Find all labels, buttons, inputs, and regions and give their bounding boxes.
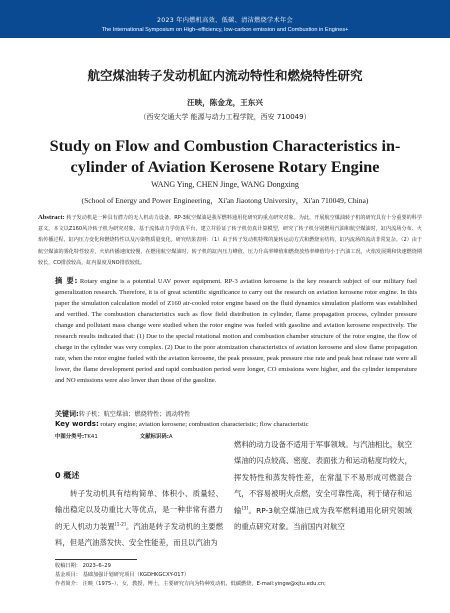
body-right-text-2: 。RP-3航空煤油已成为我军燃料通用化研究领域的重点研究对象。当前国内对航空 [234, 505, 412, 532]
authors-cn: 汪映，陈金龙，王东兴 [187, 98, 263, 107]
footnote-divider [55, 559, 137, 560]
abstract-en [55, 275, 417, 386]
paper-title-en: Study on Flow and Combustion Characteristics in-cylinder of Aviation Kerosene Rotary Engine [49, 137, 401, 176]
doc-code-value: A [168, 434, 173, 440]
keywords-cn [55, 409, 417, 419]
citation-ref: [3] [241, 506, 249, 512]
abstract-cn-text: 转子发动机是一种具有潜力的无人机动力设备，RP-3航空煤油是我军燃料通用化研究的重点研究对象。为此，开展航空煤油转子机的研究具有十分重要的科学意义。本文以Z160风冷转子机为研究对象，基于流体动力学仿真平台，建立并验证了转子机仿真计算模型，研究了转子机分别燃用汽油和航空煤油时，缸内流场分布、火焰传播过程、缸内压力变化和燃烧特性以及污染物质量变化。研究结果表明：（1）由于转子发动机特殊的旋转运动方式和燃烧室结构，缸内流场的流动非常复杂。（2）由于航空煤油的雾化特性较差，火焰传播速度较慢，在燃用航空煤油时，转子机的缸内压力峰值、压力升高率峰值和燃烧放热率峰值均小于汽油工况，火焰发展期和快速燃烧期较长，CO排放较高，缸内温度及NO排放较低。 [38, 215, 422, 266]
keywords-en [55, 420, 417, 428]
footnote-author-bio: 作者简介： 汪映（1975–），女，教授，博士，主要研究方向为特种发动机、低碳燃烧，E-mail:yingw@xjtu.edu.cn; [55, 581, 326, 587]
clc-value: TK41 [84, 434, 98, 440]
authors-en: WANG Ying, CHEN Jinge, WANG Dongxing [151, 180, 299, 189]
footnote-received-date: 收稿日期： 2023–6–29 [55, 563, 111, 569]
keywords-en-text: rotary engine; aviation kerosene; combustion characteristic; flow characteristic [100, 421, 309, 428]
doc-code-label: 文献标识码: [139, 434, 169, 440]
conference-header-banner [0, 0, 450, 38]
conference-title-cn: 2023 年内燃机高效、低碳、清洁燃烧学术年会 [157, 17, 293, 24]
keywords-cn-text: 转子机；航空煤油；燃烧特性；流动特性 [78, 411, 191, 418]
abstract-en-label: 摘 要: [55, 276, 78, 285]
footnote-funding: 基金项目： 基础加强计划研究项目（KGDHKGCXY-017） [55, 572, 190, 578]
section-heading-overview: 0 概述 [55, 471, 80, 480]
body-left-text: 转子发动机具有结构简单、体积小、质量轻、输出稳定以及功重比大等优点，是一种非常有潜力的无人机动力装置 [55, 489, 223, 531]
citation-ref: [1-2] [114, 522, 126, 528]
abstract-cn-label: Abstract: [38, 214, 65, 221]
classification-info [55, 432, 173, 440]
keywords-en-label: Key words: [55, 420, 99, 428]
keywords-cn-label: 关键词: [55, 410, 79, 418]
conference-title-en: The International Symposium on High–efficiency, low-carbon emission and Combustion in Engines+ [101, 27, 349, 33]
body-column-left [55, 486, 223, 552]
affiliation-en: (School of Energy and Power Engineering，Xi'an Jiaotong University，Xi'an 710049, China) [81, 196, 369, 205]
body-left-text-2: 。汽油是转子发动机的主要燃料，但是汽油蒸发快、安全性能差，而且以汽油为 [55, 521, 223, 548]
body-column-right [234, 437, 412, 535]
abstract-cn [38, 212, 422, 269]
body-right-text: 燃料的动力设备不适用于军事领域。与汽油相比，航空煤油的闪点较高、密度、表面张力和运动粘度均较大，挥发特性和蒸发特性差，在常温下不易形成可燃混合气，不容易被明火点燃，安全可靠性高，利于储存和运输 [234, 440, 412, 515]
affiliation-cn: （西安交通大学 能源与动力工程学院，西安 710049） [139, 113, 311, 121]
clc-label: 中图分类号: [55, 434, 85, 440]
abstract-en-text: Rotary engine is a potential UAV power equipment. RP-3 aviation kerosene is the key research subject of our military fuel generalization research. Therefore, it is of great scientific significance to carry out the research on aviation kerosene rotor engine. In this paper the simulation calculation model of Z160 air-cooled rotor engine based on the fluid dynamics simulation platform was established and verified. The combustion characteristics such as flow field distribution in cylinder, flame propagation process, cylinder pressure change and pollutant mass change were studied when the rotor engine was fueled with gasoline and aviation kerosene respectively. The research results indicated that: (1) Due to the special rotational motion and combustion chamber structure of the rotor engine, the flow of charge in the cylinder was very complex. (2) Due to the poor atomization characteristics of aviation kerosene and slow flame propagation rate, when the rotor engine fueled with the aviation kerosene, the peak pressure, peak pressure rise rate and peak heat release rate were all lower, the flame development period and rapid combustion period were longer, CO emissions were higher, and the cylinder temperature and NO emissions were also lower than those of the gasoline. [55, 278, 417, 384]
paper-title-cn: 航空煤油转子发动机缸内流动特性和燃烧特性研究 [87, 68, 363, 83]
